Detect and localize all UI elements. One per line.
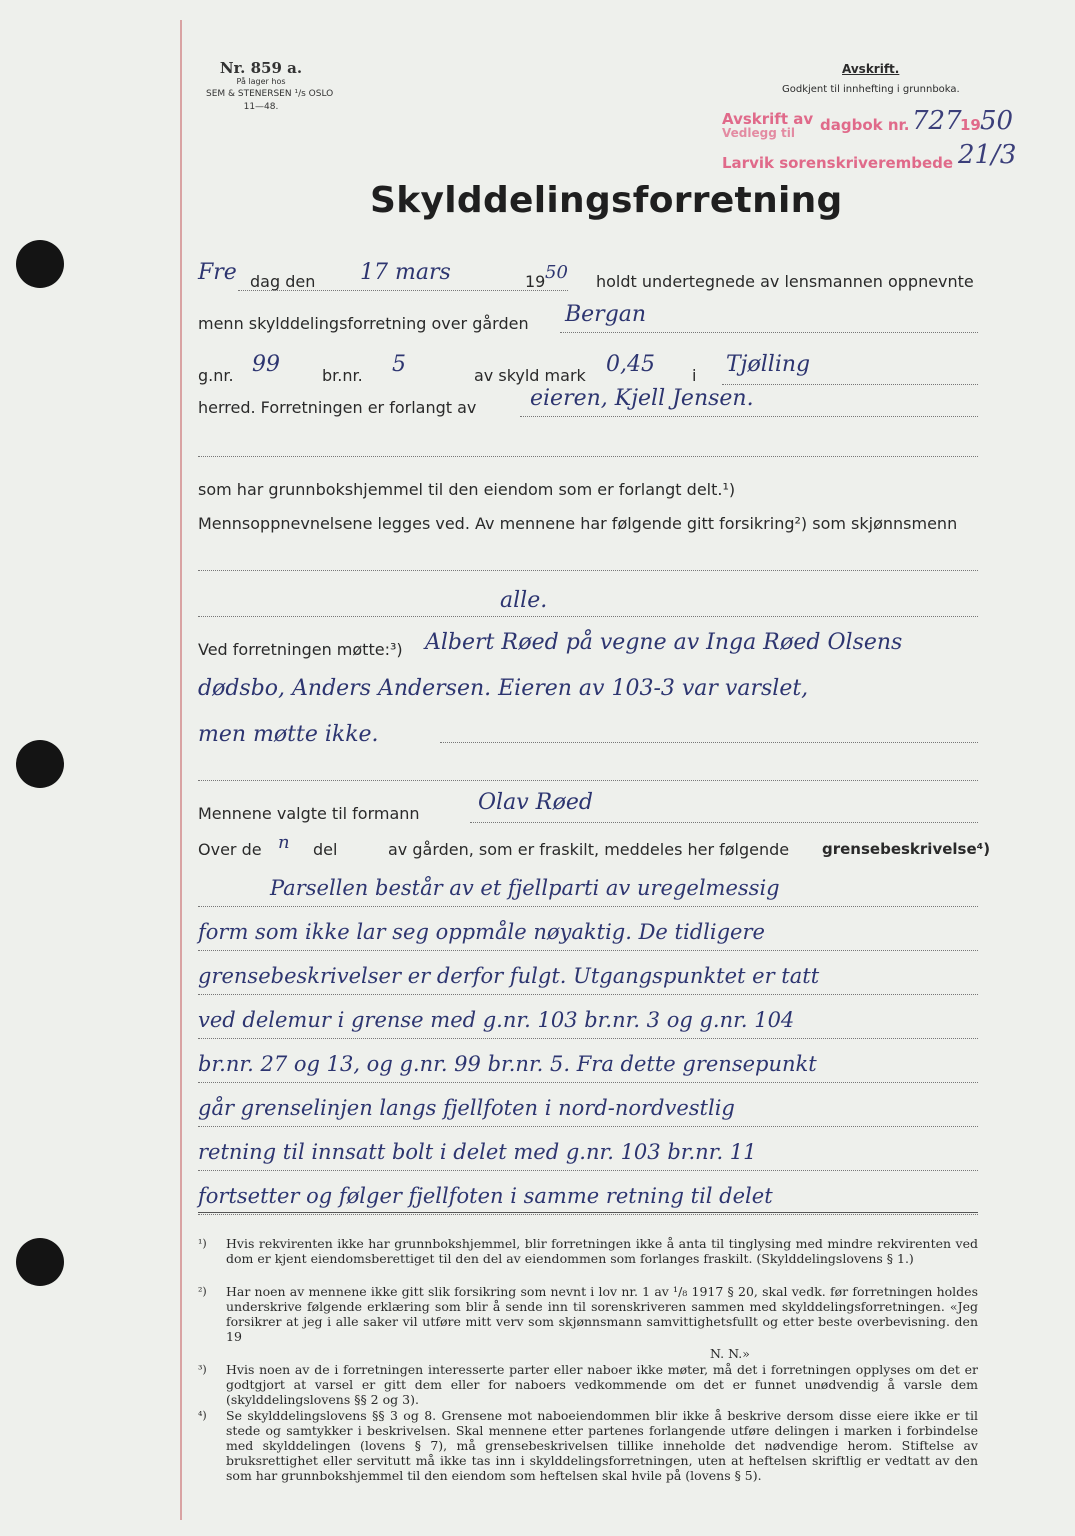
- dag-den-label: dag den: [250, 272, 316, 291]
- date: 17 mars: [360, 260, 451, 285]
- blank-dotted-line-2: [198, 570, 978, 571]
- footnote-rule: [198, 1212, 978, 1213]
- description-dotted-line: [198, 1038, 978, 1039]
- over-hand: n: [278, 832, 290, 853]
- blank-dotted-line-3: [198, 780, 978, 781]
- footnote-number: ¹): [198, 1237, 207, 1250]
- ved-label: Ved forretningen møtte:³): [198, 640, 403, 659]
- over-del: del: [313, 840, 338, 859]
- stamp-dagbok: dagbok nr.: [820, 116, 910, 134]
- footnote-number: ³): [198, 1363, 207, 1376]
- gnr-value: 99: [252, 352, 280, 377]
- footnote-text: Har noen av mennene ikke gitt slik forsikring som nevnt i lov nr. 1 av ¹/₈ 1917 § 20, skal vedk. før forretningen holdes underskrive følgende erklæring som blir å sende inn til sorenskriveren sammen med skylddelingsforretningen. «Jeg forsikrer at jeg i alle saker vil utføre mitt verv som skjønnsmann samvittighetsfullt og etter beste overbevisning. den 19: [226, 1284, 978, 1344]
- description-dotted-line: [198, 994, 978, 995]
- footnote-text: Hvis noen av de i forretningen interesserte parter eller naboer ikke møter, må det i forretningen opplyses om det er godtgjort at varsel er gitt dem eller for naboers vedkommende om det er funnet unødvendig å varsle dem (skylddelingslovens §§ 2 og 3).: [226, 1362, 978, 1407]
- description-dotted-line: [198, 1214, 978, 1215]
- date-dotted-line: [238, 290, 568, 291]
- footnote-text: Se skylddelingslovens §§ 3 og 8. Grensene mot naboeiendommen blir ikke å beskrive dersom disse eiere ikke er til stede og samtykker i beskrivelsen. Skal mennene etter partenes forlangende utføre delingen i marken i forbindelse med skylddelingen (lovens § 7), må grensebeskrivelsen tillike inneholde det nødvendige herom. Stiftelse av bruksrettighet eller servitutt må ikke tas inn i skylddelingsforretningen, uten at heftelsen skriftlig er vedtatt av den som har grunnbokshjemmel til den eiendom som heftelsen skal hvile på (lovens § 5).: [226, 1408, 978, 1483]
- grense-label: grensebeskrivelse⁴): [822, 840, 991, 858]
- brnr-label: br.nr.: [322, 366, 363, 385]
- punch-hole-bottom: [16, 1238, 64, 1286]
- godkjent-text: Godkjent til innhefting i grunnboka.: [782, 84, 960, 95]
- blank-dotted-line-1: [198, 456, 978, 457]
- description-line: fortsetter og følger fjellfoten i samme retning til delet: [198, 1184, 773, 1208]
- attendance-dotted-line: [440, 742, 978, 743]
- stamp-date: 21/3: [958, 140, 1017, 170]
- description-line: grensebeskrivelser er derfor fulgt. Utgangspunktet er tatt: [198, 964, 820, 988]
- stamp-dagbok-number: 727: [912, 106, 962, 136]
- brnr-value: 5: [392, 352, 406, 377]
- weekday: Fre: [198, 260, 237, 285]
- attendance-line-2: dødsbo, Anders Andersen. Eieren av 103-3 var varslet,: [198, 676, 809, 701]
- requester: eieren, Kjell Jensen.: [530, 386, 754, 411]
- description-line: br.nr. 27 og 13, og g.nr. 99 br.nr. 5. Fra dette grensepunkt: [198, 1052, 817, 1076]
- municipality-dotted-line: [722, 384, 978, 385]
- year: 50: [545, 262, 568, 283]
- holdt-text: holdt undertegnede av lensmannen oppnevnte: [596, 272, 974, 291]
- municipality: Tjølling: [726, 352, 811, 377]
- i-label: i: [692, 366, 697, 385]
- skyld-label: av skyld mark: [474, 366, 586, 385]
- description-line: Parsellen består av et fjellparti av uregelmessig: [270, 876, 780, 900]
- printer-line2: SEM & STENERSEN ¹/s OSLO: [206, 89, 334, 99]
- avskrift-label: Avskrift.: [842, 62, 900, 76]
- registry-stamp: [722, 106, 1022, 186]
- year-prefix: 19: [525, 272, 546, 291]
- herred-text: herred. Forretningen er forlangt av: [198, 398, 477, 417]
- stamp-office: Larvik sorenskriverembede: [722, 154, 954, 172]
- formann-dotted-line: [470, 822, 978, 823]
- alle-text: alle.: [500, 588, 548, 613]
- attendance-line-1: Albert Røed på vegne av Inga Røed Olsens: [425, 630, 903, 655]
- footnote-number: ²): [198, 1285, 207, 1298]
- document-title: Skylddelingsforretning: [370, 180, 843, 221]
- printer-line3: 11—48.: [243, 102, 279, 112]
- over-rest: av gården, som er fraskilt, meddeles her følgende: [388, 840, 790, 859]
- printer-line1: På lager hos: [236, 77, 286, 86]
- description-dotted-line: [198, 1170, 978, 1171]
- punch-hole-top: [16, 240, 64, 288]
- form-number: Nr. 859 a.: [219, 59, 303, 77]
- footnote-text: Hvis rekvirenten ikke har grunnbokshjemmel, blir forretningen ikke å anta til tinglysing med mindre rekvirenten ved dom er kjent eiendomsberettiget til den del av eiendommen som forlanges fraskilt. (Skylddelingslovens § 1.): [226, 1236, 978, 1266]
- footnote-text: N. N.»: [710, 1346, 750, 1361]
- formann-label: Mennene valgte til formann: [198, 804, 420, 823]
- farm-name: Bergan: [565, 302, 647, 327]
- footnote-number: ⁴): [198, 1409, 207, 1422]
- farm-dotted-line: [560, 332, 978, 333]
- alle-dotted-line: [198, 616, 978, 617]
- description-line: form som ikke lar seg oppmåle nøyaktig. De tidligere: [198, 920, 765, 944]
- menn-text: menn skylddelingsforretning over gården: [198, 314, 529, 333]
- formann-name: Olav Røed: [478, 790, 593, 815]
- description-dotted-line: [198, 1126, 978, 1127]
- gnr-label: g.nr.: [198, 366, 234, 385]
- stamp-avskrift: Avskrift av: [722, 110, 814, 128]
- margin-rule: [180, 20, 182, 1520]
- grunnbok-text: som har grunnbokshjemmel til den eiendom som er forlangt delt.¹): [198, 480, 736, 499]
- stamp-year: 50: [980, 106, 1014, 136]
- description-line: ved delemur i grense med g.nr. 103 br.nr. 3 og g.nr. 104: [198, 1008, 795, 1032]
- punch-hole-middle: [16, 740, 64, 788]
- over-prefix: Over de: [198, 840, 262, 859]
- requester-dotted-line: [520, 416, 978, 417]
- description-dotted-line: [198, 906, 978, 907]
- skyld-value: 0,45: [606, 352, 655, 377]
- description-dotted-line: [198, 1082, 978, 1083]
- printer-block: [206, 59, 334, 114]
- description-line: går grenselinjen langs fjellfoten i nord-nordvestlig: [198, 1096, 735, 1120]
- mennsopp-text: Mennsoppnevnelsene legges ved. Av mennene har følgende gitt forsikring²) som skjønnsmenn: [198, 514, 958, 533]
- stamp-vedlegg: Vedlegg til: [722, 126, 795, 140]
- description-line: retning til innsatt bolt i delet med g.nr. 103 br.nr. 11: [198, 1140, 757, 1164]
- attendance-line-3: men møtte ikke.: [198, 722, 379, 747]
- stamp-year-prefix: 19: [960, 116, 981, 134]
- description-dotted-line: [198, 950, 978, 951]
